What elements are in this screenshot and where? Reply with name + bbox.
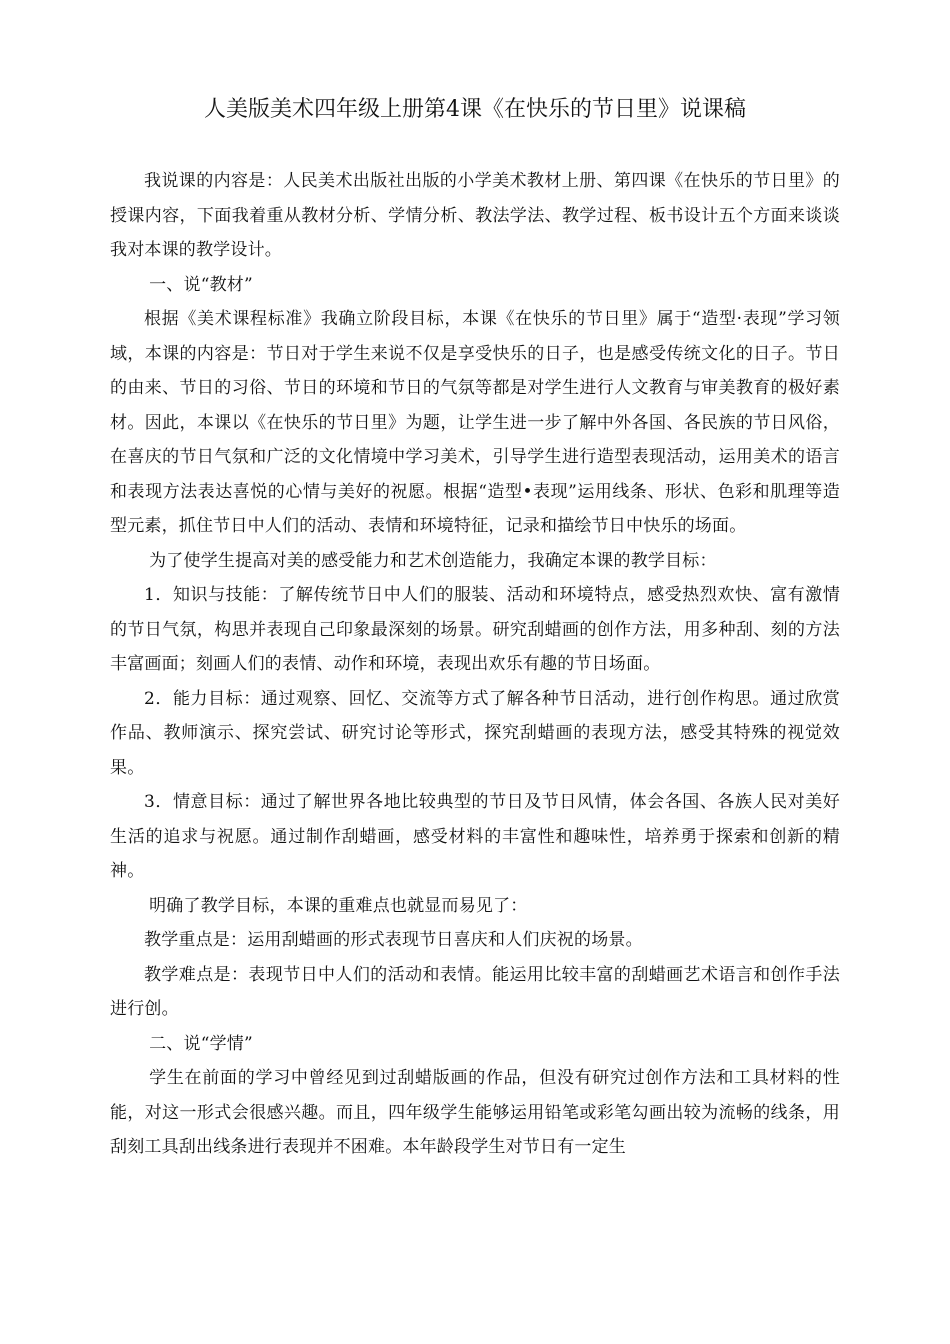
student-analysis-paragraph: 学生在前面的学习中曾经见到过刮蜡版画的作品，但没有研究过创作方法和工具材料的性能，对这一形式会很感兴趣。而且，四年级学生能够运用铅笔或彩笔勾画出较为流畅的线条，用刮刻工具刮出线条进行表现并不困难。本年龄段学生对节日有一定生 [110,1068,840,1157]
goals-intro-paragraph: 为了使学生提高对美的感受能力和艺术创造能力，我确定本课的教学目标： [149,550,717,571]
key-points-intro: 明确了教学目标，本课的重难点也就显而易见了： [149,895,528,916]
goal-ability: 2．能力目标：通过观察、回忆、交流等方式了解各种节日活动，进行创作构思。通过欣赏作品、教师演示、探究尝试、研究讨论等形式，探究刮蜡画的表现方法，感受其特殊的视觉效果。 [110,688,840,778]
goal-emotion: 3．情意目标：通过了解世界各地比较典型的节日及节日风情，体会各国、各族人民对美好生活的追求与祝愿。通过制作刮蜡画，感受材料的丰富性和趣味性，培养勇于探索和创新的精神。 [110,792,840,881]
textbook-analysis-paragraph: 根据《美术课程标准》我确立阶段目标，本课《在快乐的节日里》属于“造型·表现”学习领域，本课的内容是：节日对于学生来说不仅是享受快乐的日子，也是感受传统文化的日子。节日的由来、节日的习俗、节日的环境和节日的气氛等都是对学生进行人文教育与审美教育的极好素材。因此，本课以《在快乐的节日里》为题，让学生进一步了解中外各国、各民族的节日风俗，在喜庆的节日气氛和广泛的文化情境中学习美术，引导学生进行造型表现活动，运用美术的语言和表现方法表达喜悦的心情与美好的祝愿。根据“造型•表现”运用线条、形状、色彩和肌理等造型元素，抓住节日中人们的活动、表情和环境特征，记录和描绘节日中快乐的场面。 [110,309,840,536]
teaching-focus: 教学重点是：运用刮蜡画的形式表现节日喜庆和人们庆祝的场景。 [144,930,643,950]
intro-paragraph: 我说课的内容是：人民美术出版社出版的小学美术教材上册、第四课《在快乐的节日里》的授课内容，下面我着重从教材分析、学情分析、教法学法、教学过程、板书设计五个方面来谈谈我对本课的教学设计。 [110,171,840,260]
document-body [110,164,840,1165]
section-heading-students: 二、说“学情” [149,1033,253,1054]
document-title: 人美版美术四年级上册第4课《在快乐的节日里》说课稿 [204,97,746,122]
teaching-difficulty: 教学难点是：表现节日中人们的活动和表情。能运用比较丰富的刮蜡画艺术语言和创作手法进行创。 [110,964,840,1019]
goal-knowledge-skills: 1．知识与技能：了解传统节日中人们的服装、活动和环境特点，感受热烈欢快、富有激情的节日气氛，构思并表现自己印象最深刻的场景。研究刮蜡画的创作方法，用多种刮、刻的方法丰富画面；刻画人们的表情、动作和环境，表现出欢乐有趣的节日场面。 [110,585,840,674]
section-heading-textbook: 一、说“教材” [149,274,253,295]
